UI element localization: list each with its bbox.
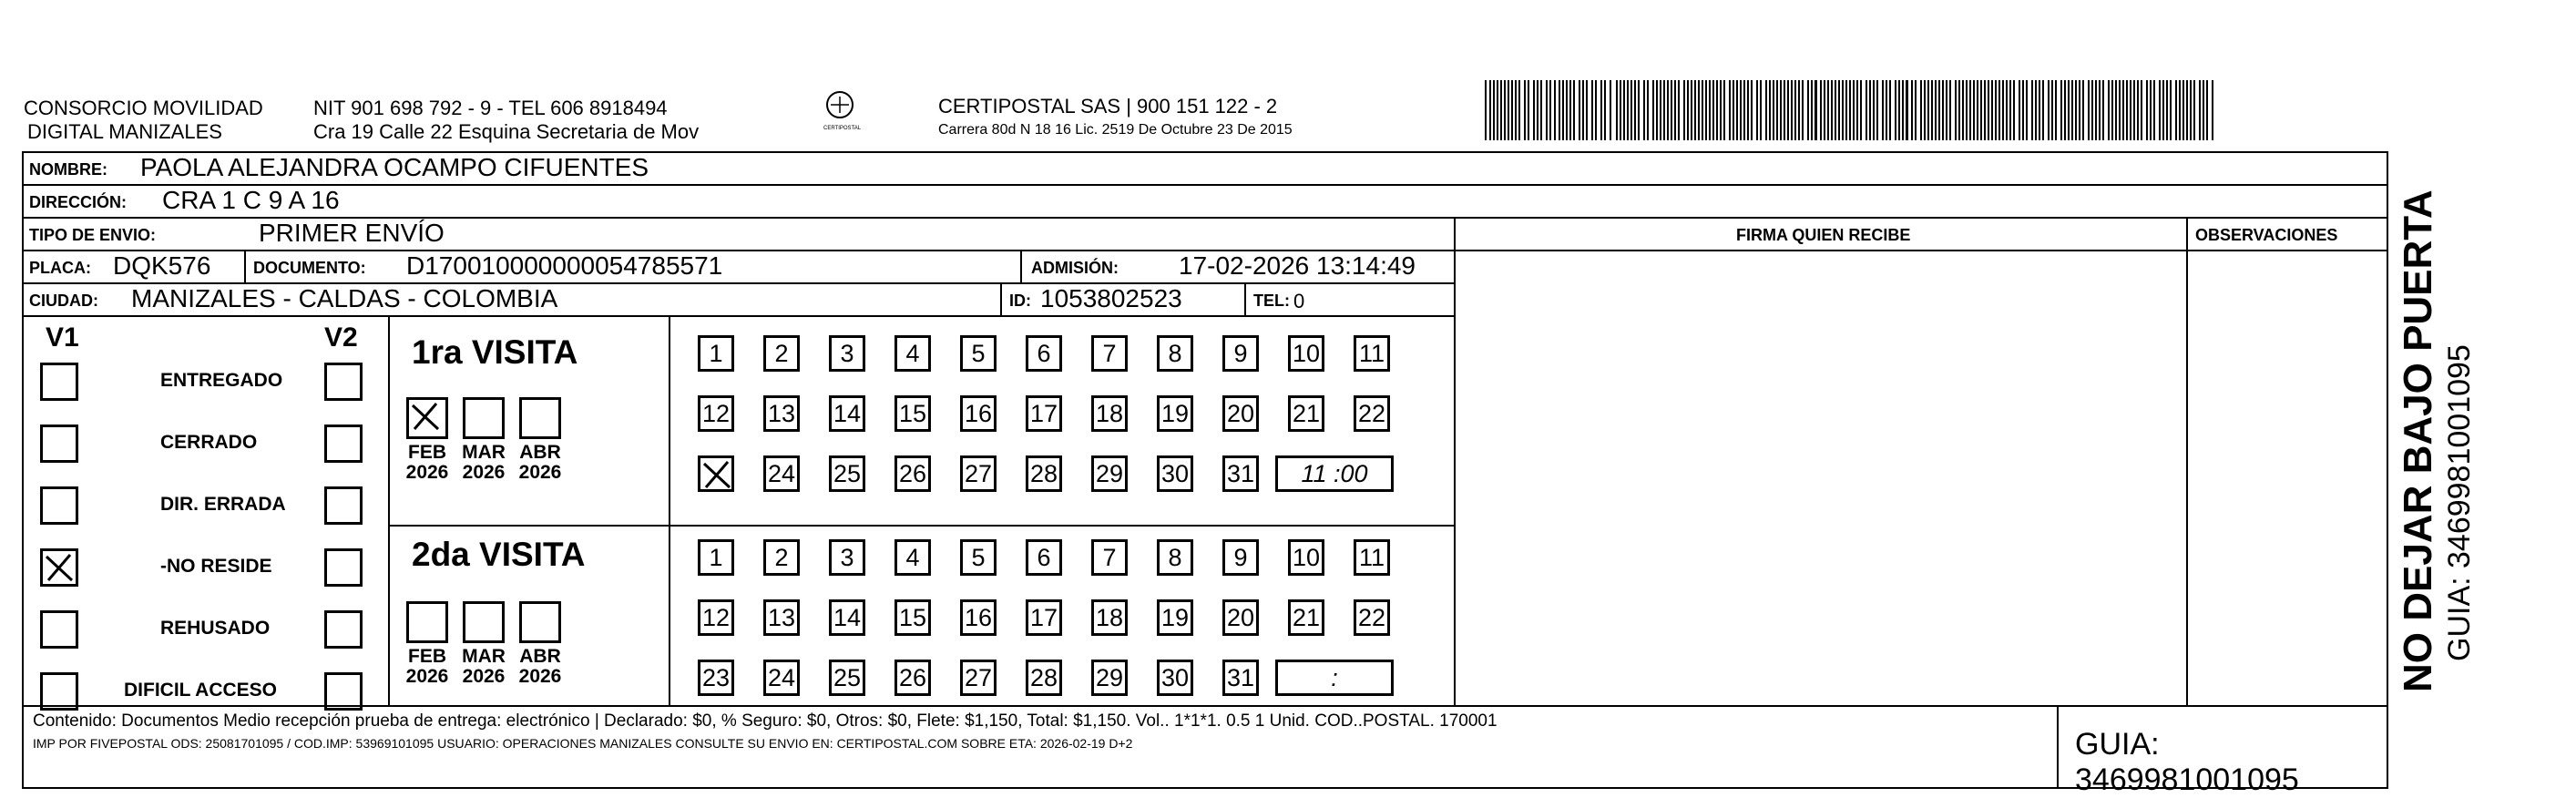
footer-contenido: Contenido: Documentos Medio recepción prueba de entrega: electrónico | Declarado: $0, % Seguro: $0, Otros: $0, Flete: $1,150, Total: $1,150. Vol.. 1*1*1. 0.5 1 Unid. COD..POSTAL. 170001 (33, 711, 1498, 731)
company-nit (313, 97, 699, 144)
observaciones-label: OBSERVACIONES (2195, 226, 2338, 244)
day-box[interactable]: 9 (1222, 539, 1259, 576)
day-box[interactable]: 12 (698, 599, 734, 636)
day-box[interactable]: 4 (894, 335, 931, 372)
time-box[interactable]: : (1275, 660, 1394, 696)
ciudad-value: MANIZALES - CALDAS - COLOMBIA (131, 284, 558, 312)
check-x-icon (700, 458, 733, 491)
tipo-value: PRIMER ENVÍO (259, 219, 445, 247)
day-box[interactable]: 20 (1222, 599, 1259, 636)
day-box[interactable]: 16 (960, 599, 997, 636)
row-tipo (24, 219, 1454, 251)
day-box[interactable]: 27 (960, 455, 997, 492)
day-box[interactable]: 13 (763, 395, 800, 432)
tipo-label: TIPO DE ENVIO: (29, 226, 157, 244)
v2-checkbox[interactable] (324, 610, 363, 649)
day-box[interactable]: 5 (960, 335, 997, 372)
month-checkbox[interactable] (519, 601, 561, 643)
courier-line1: CERTIPOSTAL SAS | 900 151 122 - 2 (938, 95, 1278, 118)
day-box[interactable]: 10 (1288, 335, 1324, 372)
logo-text: CERTIPOSTAL (823, 126, 862, 131)
month-label: MAR 2026 (462, 646, 506, 687)
day-box[interactable]: 22 (1354, 395, 1390, 432)
day-box[interactable]: 1 (698, 539, 734, 576)
day-box[interactable]: 21 (1288, 599, 1324, 636)
status-label-3: -NO RESIDE (160, 556, 272, 577)
v1-checkbox[interactable] (40, 363, 78, 401)
day-box[interactable]: 29 (1091, 660, 1128, 696)
day-box[interactable]: 15 (894, 599, 931, 636)
day-box[interactable]: 16 (960, 395, 997, 432)
day-box[interactable]: 19 (1157, 599, 1193, 636)
nit-line2: Cra 19 Calle 22 Esquina Secretaria de Mov (313, 120, 700, 143)
side-stamp-main: NO DEJAR BAJO PUERTA (2396, 189, 2440, 692)
day-box[interactable]: 1 (698, 335, 734, 372)
status-label-4: REHUSADO (160, 618, 271, 639)
row-ciudad (24, 284, 1454, 317)
v2-label: V2 (324, 322, 358, 353)
day-box[interactable]: 10 (1288, 539, 1324, 576)
nombre-value: PAOLA ALEJANDRA OCAMPO CIFUENTES (140, 153, 649, 181)
ciudad-label: CIUDAD: (29, 292, 98, 310)
footer-guia: GUIA: 3469981001095 (2075, 727, 2299, 797)
row-placa (24, 251, 1454, 284)
day-box[interactable]: 24 (763, 660, 800, 696)
v1-checkbox[interactable] (40, 548, 78, 587)
direccion-label: DIRECCIÓN: (29, 193, 127, 211)
day-box[interactable]: 8 (1157, 335, 1193, 372)
admision-value: 17-02-2026 13:14:49 (1179, 251, 1416, 280)
visit1-title: 1ra VISITA (412, 333, 578, 371)
day-box[interactable]: 12 (698, 395, 734, 432)
month-label: ABR 2026 (518, 442, 562, 483)
v2-checkbox[interactable] (324, 548, 363, 587)
direccion-value: CRA 1 C 9 A 16 (162, 186, 340, 214)
nit-line1: NIT 901 698 792 - 9 - TEL 606 8918494 (313, 97, 668, 119)
footer-text (33, 711, 2037, 754)
logo-seal-icon (823, 89, 856, 120)
day-box[interactable]: 11 (1354, 539, 1390, 576)
day-box[interactable]: 20 (1222, 395, 1259, 432)
barcode (1485, 80, 2213, 140)
tel-value: 0 (1293, 290, 1305, 312)
check-x-icon (409, 400, 442, 433)
signature-area[interactable] (1457, 253, 2182, 703)
day-box[interactable]: 9 (1222, 335, 1259, 372)
month-label: MAR 2026 (462, 442, 506, 483)
courier-logo (823, 89, 862, 144)
courier-info (938, 95, 1293, 142)
v1-checkbox[interactable] (40, 425, 78, 463)
day-box[interactable]: 3 (829, 539, 865, 576)
day-box[interactable]: 30 (1157, 660, 1193, 696)
day-box[interactable]: 2 (763, 539, 800, 576)
check-x-icon (43, 551, 76, 584)
day-box[interactable]: 7 (1091, 335, 1128, 372)
status-label-0: ENTREGADO (160, 370, 283, 391)
day-box[interactable]: 26 (894, 660, 931, 696)
day-box[interactable]: 28 (1026, 455, 1062, 492)
day-box[interactable]: 15 (894, 395, 931, 432)
day-box[interactable]: 14 (829, 395, 865, 432)
v1-checkbox[interactable] (40, 610, 78, 649)
row-direccion (24, 186, 2387, 219)
day-box[interactable]: 30 (1157, 455, 1193, 492)
delivery-form (22, 151, 2388, 797)
month-checkbox[interactable] (463, 397, 505, 439)
month-checkbox[interactable] (406, 601, 448, 643)
day-box[interactable]: 17 (1026, 395, 1062, 432)
day-box[interactable]: 31 (1222, 455, 1259, 492)
documento-value: D170010000000054785571 (406, 251, 723, 280)
day-box[interactable]: 6 (1026, 539, 1062, 576)
observations-area[interactable] (2190, 253, 2383, 703)
day-box[interactable]: 18 (1091, 395, 1128, 432)
month-label: ABR 2026 (518, 646, 562, 687)
v2-checkbox[interactable] (324, 486, 363, 525)
firma-label: FIRMA QUIEN RECIBE (1736, 226, 1911, 244)
v1-checkbox[interactable] (40, 486, 78, 525)
day-box[interactable]: 19 (1157, 395, 1193, 432)
company-line2: DIGITAL MANIZALES (27, 120, 222, 143)
month-checkbox[interactable] (463, 601, 505, 643)
day-box[interactable]: 3 (829, 335, 865, 372)
day-box[interactable]: 22 (1354, 599, 1390, 636)
day-box[interactable]: 17 (1026, 599, 1062, 636)
courier-line2: Carrera 80d N 18 16 Lic. 2519 De Octubre 23 De 2015 (938, 122, 1293, 138)
day-box[interactable]: 7 (1091, 539, 1128, 576)
day-box[interactable]: 8 (1157, 539, 1193, 576)
time-box[interactable]: 11 :00 (1275, 455, 1394, 492)
day-box[interactable]: 14 (829, 599, 865, 636)
day-box[interactable]: 25 (829, 455, 865, 492)
status-label-1: CERRADO (160, 432, 258, 453)
day-box[interactable]: 31 (1222, 660, 1259, 696)
admision-label: ADMISIÓN: (1031, 259, 1119, 277)
documento-label: DOCUMENTO: (253, 259, 366, 277)
id-label: ID: (1009, 292, 1031, 310)
v2-checkbox[interactable] (324, 425, 363, 463)
v1-label: V1 (46, 322, 79, 353)
day-box[interactable]: 27 (960, 660, 997, 696)
day-box[interactable]: 24 (763, 455, 800, 492)
day-box[interactable]: 26 (894, 455, 931, 492)
company-line1: CONSORCIO MOVILIDAD (24, 97, 263, 119)
day-box[interactable] (698, 455, 734, 492)
row-nombre (24, 153, 2387, 186)
day-box[interactable]: 21 (1288, 395, 1324, 432)
company-name (24, 97, 263, 144)
visit2-title: 2da VISITA (412, 536, 586, 573)
month-checkbox[interactable] (519, 397, 561, 439)
day-box[interactable]: 5 (960, 539, 997, 576)
month-checkbox[interactable] (406, 397, 448, 439)
day-box[interactable]: 18 (1091, 599, 1128, 636)
v2-checkbox[interactable] (324, 363, 363, 401)
side-stamp-guia: GUIA: 3469981001095 (2442, 344, 2477, 661)
month-label: FEB 2026 (405, 646, 449, 687)
nombre-label: NOMBRE: (29, 160, 107, 179)
day-box[interactable]: 29 (1091, 455, 1128, 492)
day-box[interactable]: 2 (763, 335, 800, 372)
tel-label: TEL: (1253, 292, 1290, 310)
status-label-2: DIR. ERRADA (160, 494, 286, 515)
day-box[interactable]: 4 (894, 539, 931, 576)
footer-imp: IMP POR FIVEPOSTAL ODS: 25081701095 / COD.IMP: 53969101095 USUARIO: OPERACIONES MANIZALES CONSULTE SU ENVIO EN: CERTIPOSTAL.COM SOBRE ETA: 2026-02-19 D+2 (33, 736, 1133, 751)
month-label: FEB 2026 (405, 442, 449, 483)
placa-label: PLACA: (29, 259, 91, 277)
day-box[interactable]: 6 (1026, 335, 1062, 372)
day-box[interactable]: 25 (829, 660, 865, 696)
day-box[interactable]: 11 (1354, 335, 1390, 372)
day-box[interactable]: 23 (698, 660, 734, 696)
day-box[interactable]: 28 (1026, 660, 1062, 696)
day-box[interactable]: 13 (763, 599, 800, 636)
placa-value: DQK576 (113, 251, 211, 280)
id-value: 1053802523 (1040, 284, 1182, 312)
status-label-5: DIFICIL ACCESO (124, 680, 278, 701)
